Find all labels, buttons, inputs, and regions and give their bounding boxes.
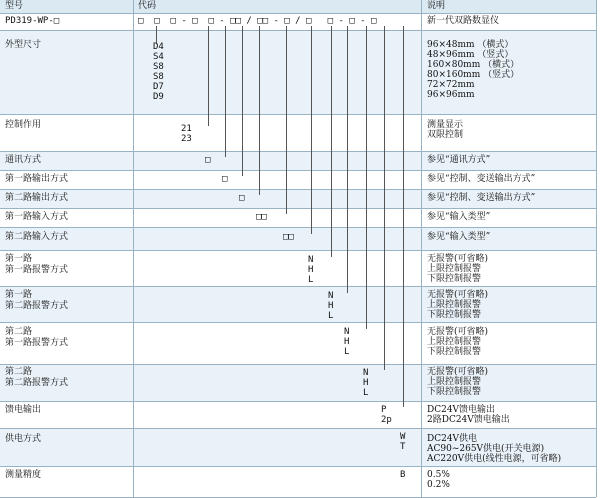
row-bg [0, 466, 596, 497]
row-rule [0, 401, 596, 402]
row-description: 48×96mm （竖式） [427, 50, 514, 60]
row-description: 无报警(可省略) [427, 367, 489, 377]
row-rule [0, 322, 596, 323]
row-description: 96×48mm （横式） [427, 40, 514, 50]
row-description: 上限控制报警 [427, 264, 482, 274]
row-rule [0, 170, 596, 171]
row-label: 第一路输出方式 [5, 174, 69, 184]
row-description: 上限控制报警 [427, 377, 482, 387]
row-code: B [400, 470, 406, 480]
row-description: 下限控制报警 [427, 347, 482, 357]
row-description: 参见“输入类型” [427, 212, 491, 222]
row-bg [0, 322, 596, 364]
code-connector [311, 26, 312, 234]
code-connector [286, 26, 287, 214]
code-connector [366, 26, 367, 329]
row-description: 下限控制报警 [427, 310, 482, 320]
row-description: DC24V供电 [427, 434, 478, 444]
header-desc: 说明 [427, 1, 446, 11]
row-code: N [344, 327, 350, 337]
row-rule [0, 227, 596, 228]
header-rule [0, 13, 596, 14]
row-code: □ [222, 174, 228, 184]
row-code: 21 [181, 124, 192, 134]
row-rule [0, 189, 596, 190]
code-connector [242, 26, 243, 176]
row-rule [0, 250, 596, 251]
row-code: P [381, 405, 387, 415]
row-code: T [400, 442, 406, 452]
row-description: 参见“通讯方式” [427, 155, 491, 165]
header-code: 代码 [138, 1, 157, 11]
row-description: 参见“输入类型” [427, 232, 491, 242]
row-code: L [363, 388, 369, 398]
row-rule [0, 208, 596, 209]
row-label: 控制作用 [5, 120, 42, 130]
row-code: L [308, 275, 314, 285]
row-description: 无报警(可省略) [427, 290, 489, 300]
row-code: D7 [153, 82, 164, 92]
row-code: D4 [153, 42, 164, 52]
row-label: 第二路 第二路报警方式 [5, 367, 69, 388]
header-model: 型号 [5, 1, 24, 11]
row-code: D9 [153, 92, 164, 102]
header-row-bg [0, 0, 596, 13]
row-description: 下限控制报警 [427, 274, 482, 284]
model-code: PD319-WP-□ [5, 16, 60, 26]
row-code: H [328, 301, 334, 311]
table-right-border [596, 0, 597, 497]
row-code: S8 [153, 62, 164, 72]
row-description: 0.5% [427, 470, 450, 480]
row-rule [0, 466, 596, 467]
code-connector [347, 26, 348, 293]
row-label: 馈电输出 [5, 405, 42, 415]
model-code-template: □ □ □ - □ □ - □□ / □□ - □ / □ □ - □ - □ [138, 16, 377, 26]
row-code: N [308, 255, 314, 265]
row-code: □ [239, 193, 245, 203]
row-rule [0, 364, 596, 365]
row-rule [0, 428, 596, 429]
row-description: 80×160mm （竖式） [427, 70, 520, 80]
row-description: 0.2% [427, 480, 450, 490]
row-code: H [308, 265, 314, 275]
row-description: 参见“控制、变送输出方式” [427, 174, 536, 184]
row-code: S4 [153, 52, 164, 62]
row-label: 测量精度 [5, 470, 42, 480]
row-description: AC90~265V供电(开关电源) [427, 444, 545, 454]
row-code: S8 [153, 72, 164, 82]
code-connector [259, 26, 260, 195]
row-label: 通讯方式 [5, 155, 42, 165]
row-label: 第一路 第一路报警方式 [5, 254, 69, 275]
row-bg [0, 114, 596, 151]
col-divider-left [133, 0, 134, 497]
row-code: H [344, 337, 350, 347]
row-bg [0, 208, 596, 227]
row-description: 2路DC24V馈电输出 [427, 415, 510, 425]
row-description: 160×80mm （横式） [427, 60, 520, 70]
row-description: DC24V馈电输出 [427, 405, 496, 415]
row-description: AC220V供电(线性电源，可省略) [427, 454, 562, 464]
row-code: □ [205, 155, 211, 165]
row-code: L [344, 347, 350, 357]
row-rule [0, 286, 596, 287]
row-description: 参见“控制、变送输出方式” [427, 193, 536, 203]
row-description: 上限控制报警 [427, 300, 482, 310]
row-label: 第一路输入方式 [5, 212, 69, 222]
row-bg [0, 151, 596, 170]
row-label: 第二路输入方式 [5, 232, 69, 242]
model-description: 新一代双路数显仪 [427, 16, 500, 26]
row-bg [0, 286, 596, 322]
row-description: 上限控制报警 [427, 337, 482, 347]
row-label: 第二路 第一路报警方式 [5, 327, 69, 348]
row-rule [0, 151, 596, 152]
row-code: W [400, 432, 406, 442]
code-connector [225, 26, 226, 157]
code-connector [331, 26, 332, 257]
row-code: N [363, 368, 369, 378]
code-connector [384, 26, 385, 370]
row-label: 第二路输出方式 [5, 193, 69, 203]
row-label: 第一路 第二路报警方式 [5, 290, 69, 311]
code-connector [403, 26, 404, 407]
row-description: 双限控制 [427, 130, 464, 140]
row-rule [0, 114, 596, 115]
row-description: 下限控制报警 [427, 387, 482, 397]
col-divider-right [421, 0, 422, 497]
row-bg [0, 364, 596, 401]
row-code: □□ [283, 232, 294, 242]
row-label: 外型尺寸 [5, 40, 42, 50]
row-code: 2p [381, 415, 392, 425]
row-bg [0, 250, 596, 286]
row-description: 测量显示 [427, 120, 464, 130]
row-code: L [328, 311, 334, 321]
code-connector [208, 26, 209, 126]
row-bg [0, 227, 596, 250]
model-rule [0, 30, 596, 31]
row-code: □□ [256, 212, 267, 222]
row-description: 无报警(可省略) [427, 254, 489, 264]
row-description: 72×72mm [427, 80, 475, 90]
row-code: 23 [181, 134, 192, 144]
row-code: H [363, 378, 369, 388]
row-description: 96×96mm [427, 90, 475, 100]
row-description: 无报警(可省略) [427, 327, 489, 337]
row-label: 供电方式 [5, 434, 42, 444]
row-code: N [328, 291, 334, 301]
